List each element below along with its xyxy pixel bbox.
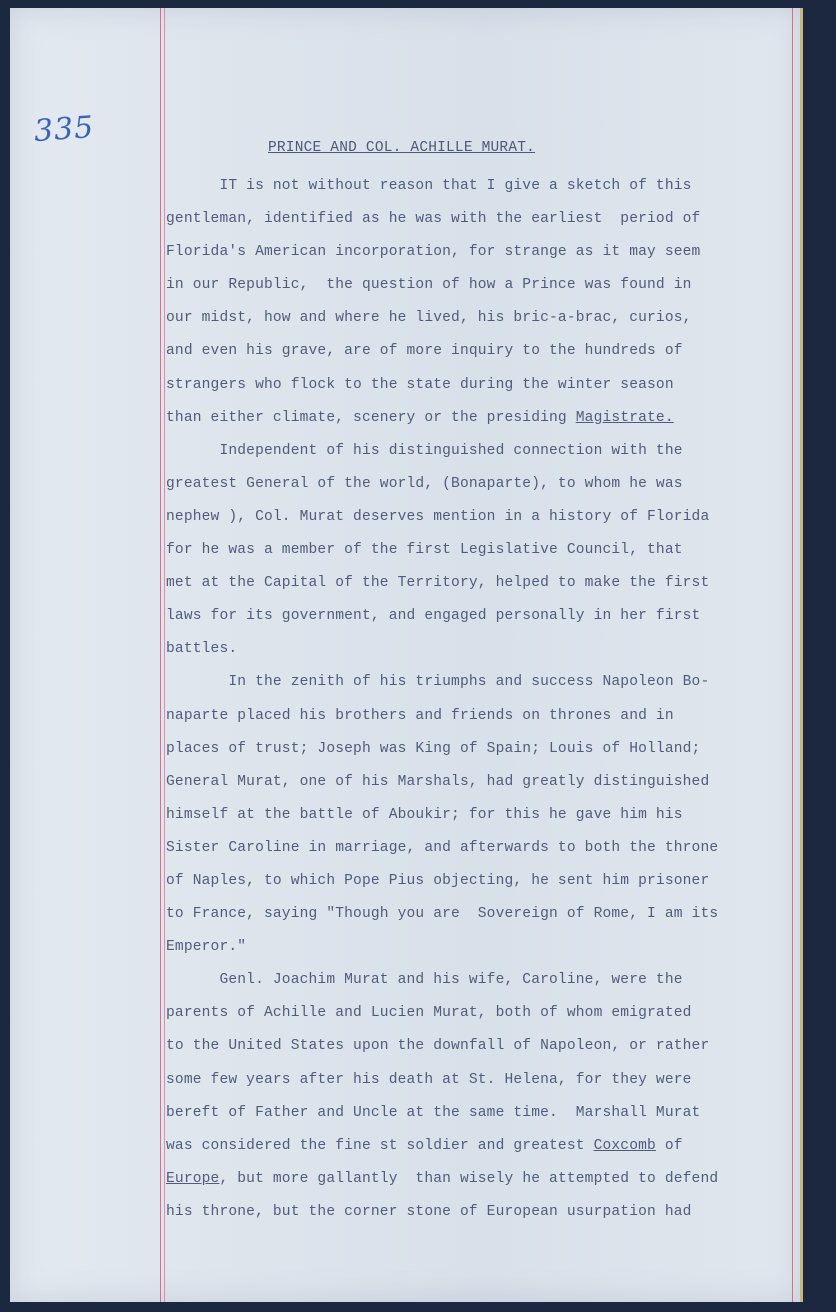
text-line: IT is not without reason that I give a sketch of this <box>166 178 692 194</box>
folio-number: 335 <box>32 109 96 150</box>
text-line: met at the Capital of the Territory, helped to make the first <box>166 575 710 592</box>
text-line: gentleman, identified as he was with the earliest period of <box>166 211 701 228</box>
text-line: strangers who flock to the state during the winter season <box>166 376 674 393</box>
typescript-body <box>166 170 802 1229</box>
underlined-word: Magistrate. <box>575 409 674 426</box>
left-margin-rule-inner <box>164 8 165 1302</box>
text-line: nephew ), Col. Murat deserves mention in a history of Florida <box>166 508 710 525</box>
text-line: of Naples, to which Pope Pius objecting, he sent him prisoner <box>166 872 710 889</box>
text-line: General Murat, one of his Marshals, had greatly distinguished <box>166 773 710 790</box>
text-line: bereft of Father and Uncle at the same time. Marshall Murat <box>166 1104 701 1121</box>
text-line: to France, saying "Though you are Sovereign of Rome, I am its <box>166 906 719 923</box>
text-line: was considered the fine st soldier and greatest Coxcomb of <box>166 1137 683 1154</box>
text-line: for he was a member of the first Legislative Council, that <box>166 542 683 559</box>
text-line: battles. <box>166 641 238 658</box>
text-line: places of trust; Joseph was King of Spain; Louis of Holland; <box>166 740 701 757</box>
text-line: in our Republic, the question of how a Prince was found in <box>166 277 692 294</box>
text-line: Independent of his distinguished connection with the <box>166 442 683 459</box>
text-line: laws for its government, and engaged personally in her first <box>166 608 701 625</box>
text-line: In the zenith of his triumphs and success Napoleon Bo- <box>166 674 710 691</box>
text-line: himself at the battle of Aboukir; for this he gave him his <box>166 806 683 823</box>
text-line: and even his grave, are of more inquiry to the hundreds of <box>166 343 683 360</box>
underlined-word: Europe <box>166 1170 220 1187</box>
text-line: to the United States upon the downfall of Napoleon, or rather <box>166 1038 710 1055</box>
underlined-word: Coxcomb <box>593 1137 656 1154</box>
text-line: some few years after his death at St. Helena, for they were <box>166 1071 692 1088</box>
text-line: our midst, how and where he lived, his bric-a-brac, curios, <box>166 310 692 327</box>
text-line: than either climate, scenery or the presiding Magistrate. <box>166 409 674 426</box>
text-line: Genl. Joachim Murat and his wife, Caroline, were the <box>166 972 683 989</box>
text-line: his throne, but the corner stone of European usurpation had <box>166 1203 692 1220</box>
text-line: naparte placed his brothers and friends on thrones and in <box>166 707 674 724</box>
text-line: Emperor." <box>166 939 247 956</box>
text-line: Florida's American incorporation, for strange as it may seem <box>166 244 701 261</box>
text-line: Sister Caroline in marriage, and afterwards to both the throne <box>166 839 719 856</box>
text-line: Europe, but more gallantly than wisely he attempted to defend <box>166 1170 719 1187</box>
text-line: parents of Achille and Lucien Murat, both of whom emigrated <box>166 1005 692 1022</box>
document-title: PRINCE AND COL. ACHILLE MURAT. <box>268 140 536 156</box>
left-margin-rule <box>160 8 161 1302</box>
text-line: greatest General of the world, (Bonaparte), to whom he was <box>166 475 683 492</box>
